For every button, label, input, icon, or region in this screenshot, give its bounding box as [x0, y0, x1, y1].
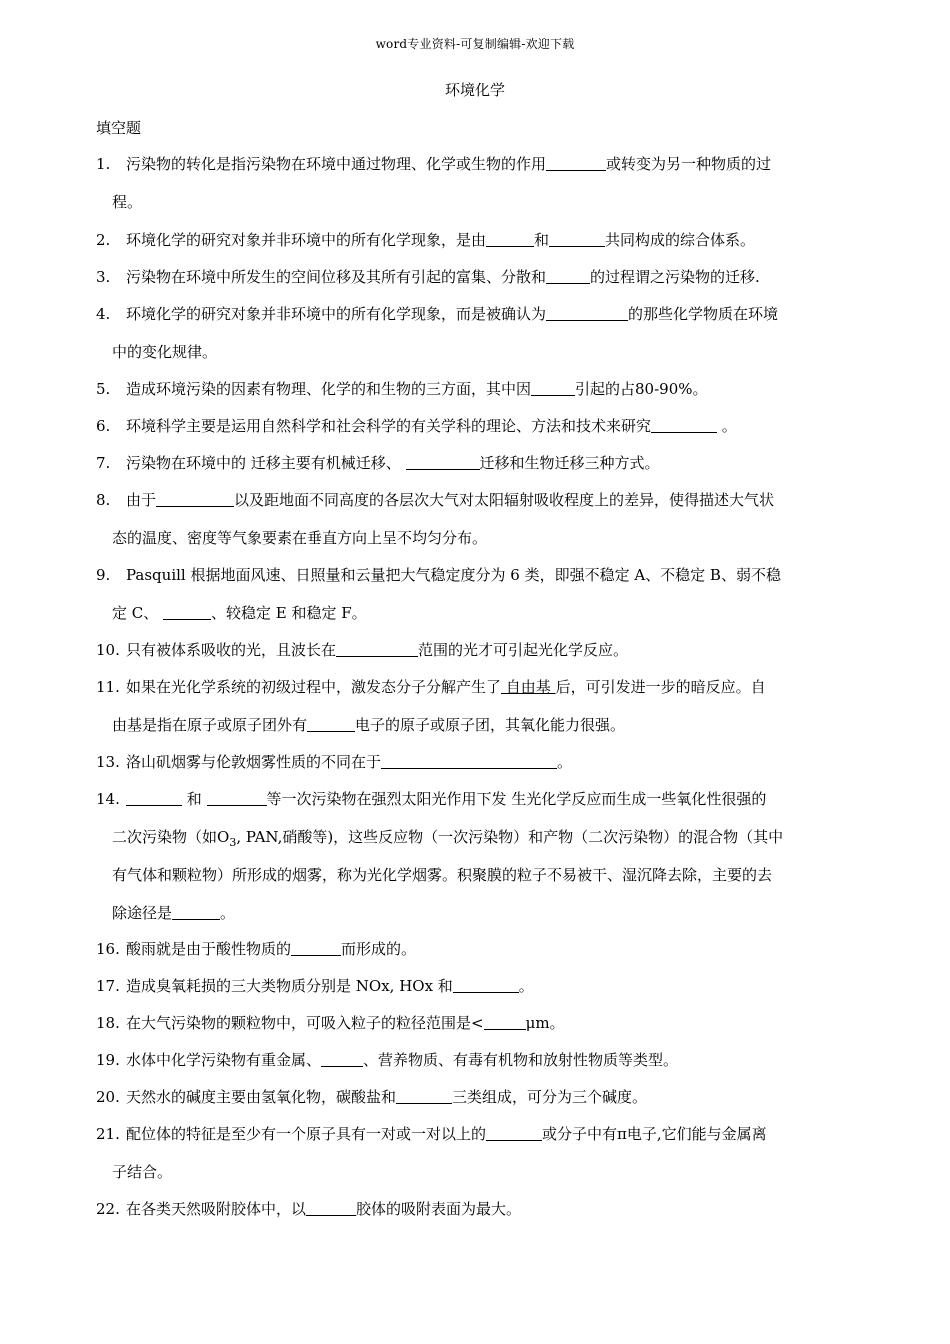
answer-blank[interactable] [546, 304, 628, 321]
answer-blank[interactable] [306, 1199, 356, 1216]
question-18: 18. 在大气污染物的颗粒物中，可吸入粒子的粒径范围是< μm。 [96, 1014, 565, 1032]
question-19: 19. 水体中化学污染物有重金属、 、营养物质、有毒有机物和放射性物质等类型。 [96, 1051, 679, 1069]
answer-blank[interactable] [291, 939, 341, 956]
answer-blank[interactable] [486, 1124, 542, 1141]
answer-blank[interactable] [381, 752, 557, 769]
answer-blank[interactable] [307, 715, 355, 732]
question-17: 17. 造成臭氧耗损的三大类物质分别是 NOx, HOx 和 。 [96, 977, 534, 995]
document-title: 环境化学 [444, 81, 505, 99]
answer-blank[interactable] [172, 903, 220, 920]
question-20: 20. 天然水的碱度主要由氢氧化物，碳酸盐和 三类组成，可分为三个碱度。 [96, 1088, 648, 1106]
question-22: 22. 在各类天然吸附胶体中，以 胶体的吸附表面为最大。 [96, 1200, 522, 1218]
answer-blank[interactable] [207, 789, 267, 806]
question-6: 6. 环境科学主要是运用自然科学和社会科学的有关学科的理论、方法和技术来研究 。 [96, 417, 737, 435]
answer-blank[interactable] [163, 603, 211, 620]
filled-answer: 自由基 [501, 678, 556, 696]
answer-blank[interactable] [546, 154, 606, 171]
question-8: 8. 由于 以及距地面不同高度的各层次大气对太阳辐射吸收程度上的差异，使得描述大气状 态的温度、密度等气象要素在垂直方向上呈不均匀分布。 [96, 491, 775, 547]
answer-blank[interactable] [549, 230, 605, 247]
answer-blank[interactable] [453, 976, 519, 993]
answer-blank[interactable] [396, 1087, 452, 1104]
answer-blank[interactable] [546, 267, 590, 284]
question-7: 7. 污染物在环境中的 迁移主要有机械迁移、 迁移和生物迁移三种方式。 [96, 454, 660, 472]
answer-blank[interactable] [156, 490, 234, 507]
page-header: word专业资料-可复制编辑-欢迎下载 [375, 37, 575, 51]
question-2: 2. 环境化学的研究对象并非环境中的所有化学现象，是由 和 共同构成的综合体系。 [96, 231, 756, 249]
answer-blank[interactable] [651, 416, 717, 433]
question-3: 3. 污染物在环境中所发生的空间位移及其所有引起的富集、分散和 的过程谓之污染物的迁移. [96, 268, 760, 286]
answer-blank[interactable] [486, 230, 534, 247]
question-1: 1. 污染物的转化是指污染物在环境中通过物理、化学或生物的作用 或转变为另一种物质的过 程。 [96, 155, 772, 211]
answer-blank[interactable] [321, 1050, 363, 1067]
question-5: 5. 造成环境污染的因素有物理、化学的和生物的三方面，其中因 引起的占80-90%。 [96, 380, 708, 398]
question-16: 16. 酸雨就是由于酸性物质的 而形成的。 [96, 940, 417, 958]
answer-blank[interactable] [336, 640, 418, 657]
answer-blank[interactable] [406, 453, 480, 470]
question-10: 10. 只有被体系吸收的光，且波长在 范围的光才可引起光化学反应。 [96, 641, 629, 659]
question-11: 11. 如果在光化学系统的初级过程中，激发态分子分解产生了 自由基 后，可引发进一步的暗反应。自 由基是指在原子或原子团外有 电子的原子或原子团，其氧化能力很强。 [96, 678, 766, 734]
question-13: 13. 洛山矶烟雾与伦敦烟雾性质的不同在于 。 [96, 753, 573, 771]
answer-blank[interactable] [126, 789, 182, 806]
question-21: 21. 配位体的特征是至少有一个原子具有一对或一对以上的 或分子中有π电子,它们能与金属离 子结合。 [96, 1125, 767, 1181]
question-4: 4. 环境化学的研究对象并非环境中的所有化学现象，而是被确认为 的那些化学物质在环境 中的变化规律。 [96, 305, 779, 361]
answer-blank[interactable] [484, 1013, 526, 1030]
question-9: 9. Pasquill 根据地面风速、日照量和云量把大气稳定度分为 6 类，即强不稳定 A、不稳定 B、弱不稳 定 C、 、较稳定 E 和稳定 F。 [96, 566, 781, 622]
section-heading: 填空题 [96, 119, 142, 137]
answer-blank[interactable] [531, 379, 575, 396]
question-14: 14. 和 等一次污染物在强烈太阳光作用下发 生光化学反应而生成一些氧化性很强的 二次污染物（如$O_3$, PAN,硝酸等)，这些反应物（一次污染物）和产物（二次污染物）的混合物（其中 有气体和颗粒物）所形成的烟雾，称为光化学烟雾。积聚膜的粒子不易被干、湿沉降去除，主要的去 除途径是 。 [96, 790, 784, 922]
